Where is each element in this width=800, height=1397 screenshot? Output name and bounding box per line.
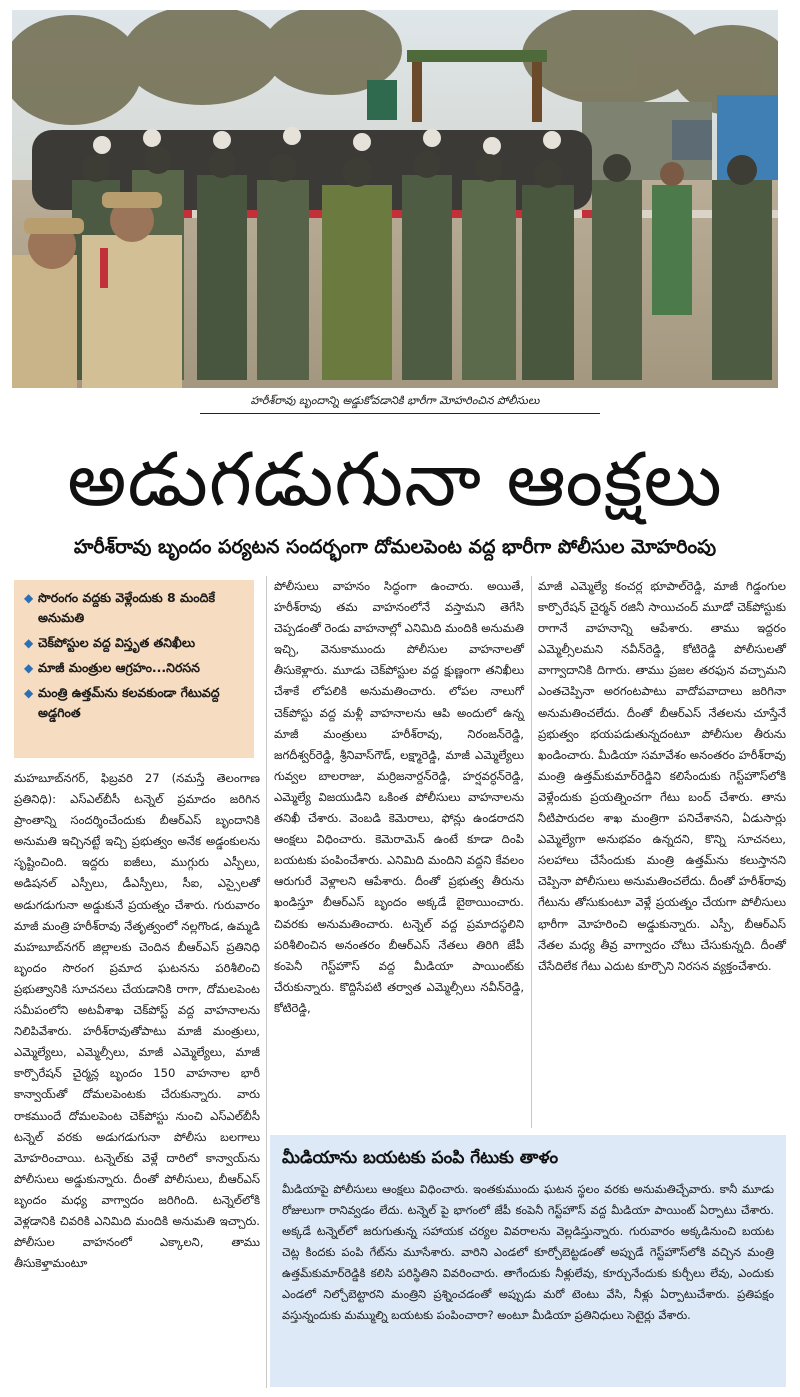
headline: అడుగడుగునా ఆంక్షలు: [67, 437, 723, 523]
highlight-text: సొరంగం వద్దకు వెళ్లేందుకు 8 మందికే అనుమతి: [38, 590, 215, 625]
article-paragraph: పోలీసులు వాహనం సిద్ధంగా ఉంచారు. అయితే, హరీశ్‌రావు తమ వాహనంలోనే వస్తామని తెగేసి చెప్పడంతో రెండు వాహనాల్లో ఎనిమిది మందికి అనుమతి ఇచ్చి, వెనుకాముందు పోలీసుల వాహనాలతో తీసుకెళ్లారు. మూడు చెక్‌పోస్టుల వద్ద క్షుణ్ణంగా తనిఖీలు చేశాకే లోపలికి అనుమతించారు. లోపల నాలుగో చెక్‌పోస్టు వద్ద మళ్లీ వాహనాలను ఆపి అందులో ఉన్న మాజీ మంత్రులు హరీశ్‌రావు, నిరంజన్‌రెడ్డి, జగదీశ్వర్‌రెడ్డి, శ్రీనివాస్‌గౌడ్‌, లక్ష్మారెడ్డి, మాజీ ఎమ్మెల్యేలు గువ్వల బాలరాజు, మర్రిజనార్దన్‌రెడ్డి, హర్షవర్ధన్‌రెడ్డి, ఎమ్మెల్యే విజయుడిని ఒకింత పోలీసులు వాహనాలను తనిఖీ చేశారు. వెంబడి కెమెరాలు, ఫోన్లు ఉండరాదని ఆంక్షలు విధించారు. కెమెరామెన్‌ ఉంటే కూడా దింపి బయటకు పంపించేశారు. ఎనిమిది మందిని వద్దని కేవలం ఆరుగురే వెళ్లాలని ఆపేశారు. దీంతో ప్రభుత్వ తీరును ఖండిస్తూ బీఆర్‌ఎస్‌ బృందం అక్కడే బైఠాయించారు. చివరకు అనుమతించారు. టన్నెల్‌ వద్ద ప్రమాదస్థలిని పరిశీలించిన అనంతరం బీఆర్‌ఎస్‌ నేతలు తిరిగి జేపీ కంపెనీ గెస్ట్‌హౌస్‌ వద్ద మీడియా పాయింట్‌కు చేరుకున్నారు. కొద్దిసేపటి తర్వాత ఎమ్మెల్సీలు నవీన్‌రెడ్డి, కోటిరెడ్డి,: [274, 579, 524, 1015]
article-column-1: [14, 768, 260, 1274]
sidebar-story-body: మీడియాపై పోలీసులు ఆంక్షలు విధించారు. ఇంతకుముందు ఘటన స్థలం వరకు అనుమతిచ్చేవారు. కానీ మూడు రోజులుగా రానివ్వడం లేదు. టన్నెల్‌ పై భాగంలో జేపీ కంపెనీ గెస్ట్‌హౌస్‌ వద్ద మీడియా పాయింట్‌ ఏర్పాటు చేశారు. అక్కడే టన్నెల్‌లో జరుగుతున్న సహాయక చర్యల వివరాలను వెల్లడిస్తున్నారు. గురువారం అక్కడినుంచి బయట చెట్ల కిందకు పంపి గేట్‌ను మూసేశారు. వారిని ఎండలో కూర్చోబెట్టడంతో అప్పుడే గెస్ట్‌హౌస్‌లోకి వచ్చిన మంత్రి ఉత్తమ్‌కుమార్‌రెడ్డికి కలిసి పరిస్థితిని వివరించారు. తాగేందుకు నీళ్లులేవు, కూర్చునేందుకు కుర్చీలు లేవు, ఎందుకు ఎండలో నిల్చోబెట్టారని మంత్రిని ప్రశ్నించడంతో అప్పుడు మరో టెంటు వేసి, నీళ్లు ఏర్పాటుచేశారు. ప్రతిపక్షం వస్తున్నందుకు మమ్ముల్ని బయటకు పంపించారా? అంటూ మీడియా ప్రతినిధులు సెటైర్లు వేశారు.: [282, 1182, 774, 1322]
diamond-bullet-icon: ◆: [24, 636, 34, 650]
highlights-box: [14, 580, 254, 758]
highlight-text: మాజీ మంత్రుల ఆగ్రహం...నిరసన: [38, 660, 200, 675]
highlight-text: చెక్‌పోస్టుల వద్ద విస్తృత తనిఖీలు: [38, 635, 196, 650]
highlight-item: [24, 658, 246, 678]
highlight-item: [24, 683, 246, 723]
news-photo: [12, 10, 778, 388]
column-divider: [531, 576, 532, 1128]
diamond-bullet-icon: ◆: [24, 591, 34, 605]
column-divider: [266, 576, 267, 1388]
caption-divider: [200, 413, 600, 414]
police-crowd-photo: [12, 10, 778, 388]
highlight-text: మంత్రి ఉత్తమ్‌ను కలవకుండా గేటువద్ద అడ్డగింత: [38, 685, 220, 720]
diamond-bullet-icon: ◆: [24, 661, 34, 675]
sidebar-story-box: [270, 1135, 786, 1387]
subheadline: హరీశ్‌రావు బృందం పర్యటన సందర్భంగా దోమలపెంట వద్ద భారీగా పోలీసుల మోహరింపు: [73, 536, 717, 558]
diamond-bullet-icon: ◆: [24, 686, 34, 700]
article-column-3: [538, 576, 786, 977]
photo-caption: హరీశ్‌రావు బృందాన్ని అడ్డుకోవడానికి భారీగా మోహరించిన పోలీసులు: [250, 394, 540, 407]
article-column-2: [274, 576, 524, 1019]
article-paragraph: మహబూబ్‌నగర్‌, ఫిబ్రవరి 27 (నమస్తే తెలంగాణ ప్రతినిధి): ఎస్‌ఎల్‌బీసీ టన్నెల్‌ ప్రమాదం జరిగిన ప్రాంతాన్ని సందర్శించేందుకు బీఆర్‌ఎస్‌ బృందానికి అనుమతి ఇచ్చినట్టే ఇచ్చి ప్రభుత్వం అనేక అడ్డంకులను సృష్టించింది. ఇద్దరు ఐజీలు, ముగ్గురు ఎస్పీలు, అడిషనల్‌ ఎస్పీలు, డీఎస్పీలు, సీఐ, ఎస్సైలతో అడుగడుగునా అడ్డుకునే ప్రయత్నం చేశారు. గురువారం మాజీ మంత్రి హరీశ్‌రావు నేతృత్వంలో నల్లగొండ, ఉమ్మడి మహబూబ్‌నగర్‌ జిల్లాలకు చెందిన బీఆర్‌ఎస్‌ ప్రతినిధి బృందం సొరంగ ప్రమాద ఘటనను పరిశీలించి ప్రభుత్వానికి సూచనలు చేయడానికి రాగా, దోమలపెంట సమీపంలోని అటవీశాఖ చెక్‌పోస్ట్‌ వద్ద వాహనాలను నిలిపివేశారు. హరీశ్‌రావుతోపాటు మాజీ మంత్రులు, ఎమ్మెల్యేలు, ఎమ్మెల్సీలు, మాజీ ఎమ్మెల్యేలు, మాజీ కార్పొరేషన్‌ చైర్మన్ల బృందం 150 వాహనాల భారీ కాన్వాయ్‌తో దోమలపెంటకు చేరుకున్నారు. వారు రాకముందే దోమలపెంట చెక్‌పోస్టు నుంచి ఎస్‌ఎల్‌బీసీ టన్నెల్‌ వరకు అడుగడుగునా పోలీసు బలగాలు మోహరించాయి. టన్నెల్‌కు వెళ్లే దారిలో కాన్వాయ్‌ను పోలీసులు అడ్డుకున్నారు. దీంతో పోలీసులు, బీఆర్‌ఎస్‌ బృందం మధ్య వాగ్వాదం జరిగింది. టన్నెల్‌లోకి వెళ్లడానికి చివరికి ఎనిమిది మందికి అనుమతి ఇచ్చారు. పోలీసుల వాహనంలో ఎక్కాలని, తాము తీసుకెళ్తామంటూ: [14, 771, 260, 1271]
article-paragraph: మాజీ ఎమ్మెల్యే కంచర్ల భూపాల్‌రెడ్డి, మాజీ గిడ్డంగుల కార్పొరేషన్‌ చైర్మన్‌ రజినీ సాయిచంద్‌ మూడో చెక్‌పోస్టుకు రాగానే వాహనాన్ని ఆపేశారు. తాము ఇద్దరం ఎమ్మెల్సీలమని నవీన్‌రెడ్డి, కోటిరెడ్డి పోలీసులతో వాగ్వాదానికి దిగారు. తాము ప్రజల తరఫున వచ్చామని ఎంతచెప్పినా అరగంటపాటు వాదోపవాదాలు జరిగినా అనుమతించలేదు. దీంతో బీఆర్‌ఎస్‌ నేతలను చూస్తేనే ప్రభుత్వం భయపడుతున్నదంటూ పోలీసుల తీరును ఖండించారు. మీడియా సమావేశం అనంతరం హరీశ్‌రావు మంత్రి ఉత్తమ్‌కుమార్‌రెడ్డిని కలిసేందుకు గెస్ట్‌హౌస్‌లోకి వెళ్లేందుకు ప్రయత్నించగా గేటు బంద్‌ చేశారు. తాను నీటిపారుదల శాఖ మంత్రిగా పనిచేశానని, ఏడుసార్లు ఎమ్మెల్యేగా అనుభవం ఉన్నదని, కొన్ని సూచనలు, సలహాలు చేసేందుకు మంత్రి ఉత్తమ్‌ను కలుస్తానని చెప్పినా పోలీసులు అనుమతించలేదు. దీంతో హరీశ్‌రావు గేటును తోసుకుంటూ వెళ్లే ప్రయత్నం చేయగా పోలీసులు భారీగా మోహరించి అడ్డుకున్నారు. ఎస్పీ, బీఆర్‌ఎస్‌ నేతల మధ్య తీవ్ర వాగ్వాదం చోటు చేసుకున్నది. దీంతో చేసేదిలేక గేటు ఎదుట కూర్చొని నిరసన వ్యక్తంచేశారు.: [538, 579, 786, 973]
highlight-item: [24, 588, 246, 628]
sidebar-story-title: మీడియాను బయటకు పంపి గేటుకు తాళం: [282, 1148, 559, 1168]
highlight-item: [24, 633, 246, 653]
